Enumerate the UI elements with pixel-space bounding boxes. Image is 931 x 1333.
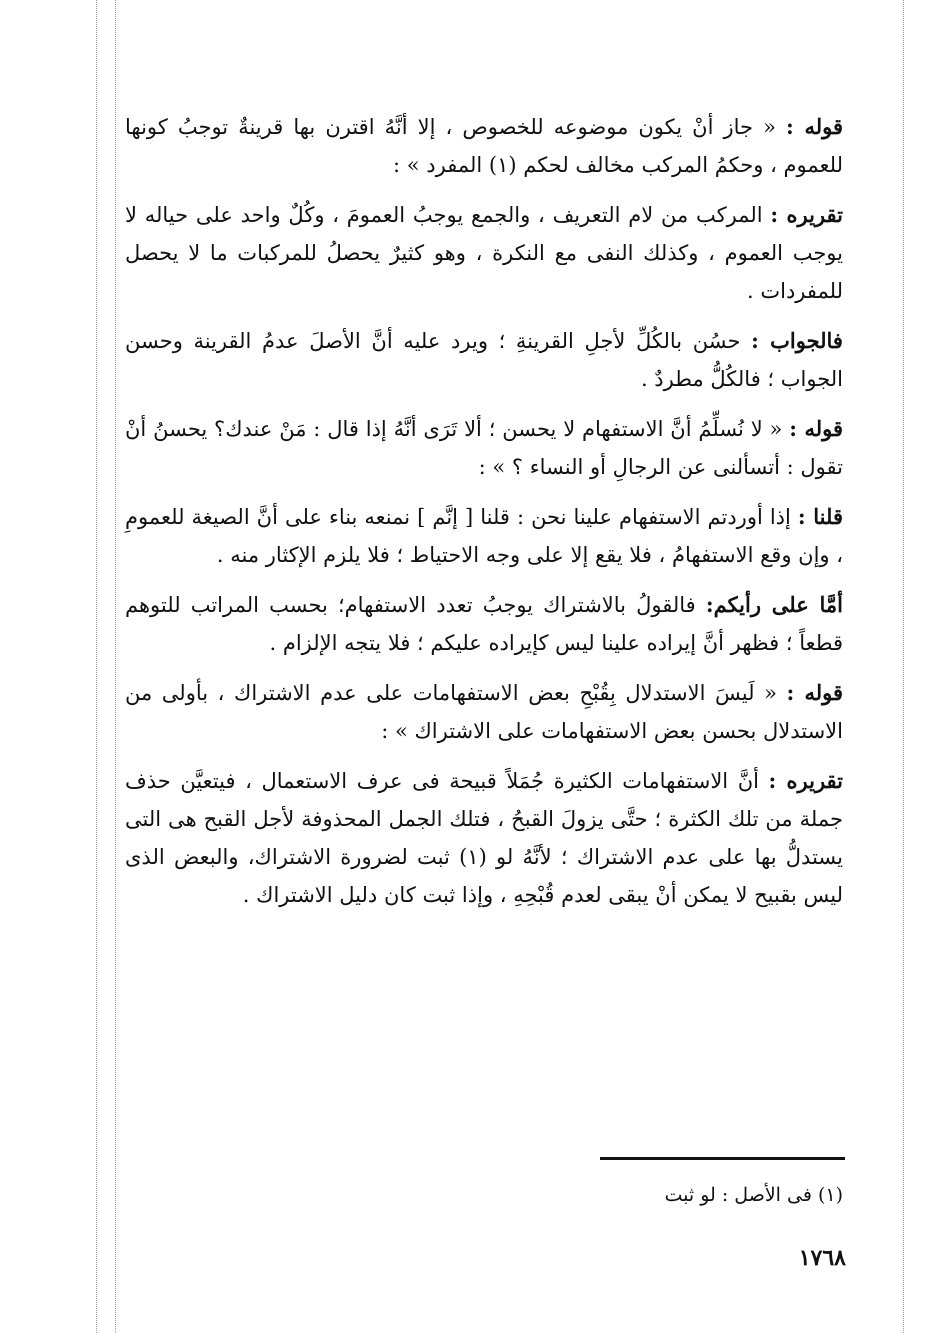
paragraph-lead: تقريره : — [768, 768, 843, 793]
page-body — [125, 108, 843, 926]
paragraph — [125, 674, 843, 750]
paragraph — [125, 196, 843, 310]
page-number: ١٧٦٨ — [798, 1245, 846, 1271]
page-margin-line — [96, 0, 97, 1333]
paragraph-text: فالقولُ بالاشتراك يوجبُ تعدد الاستفهام؛ بحسب المراتب للتوهم قطعاً ؛ فظهر أنَّ إيراده علينا ليس كإيراده عليكم ؛ فلا يتجه الإلزام . — [125, 593, 843, 655]
paragraph — [125, 762, 843, 914]
paragraph-text: « جاز أنْ يكون موضوعه للخصوص ، إلا أنَّهُ اقترن بها قرينةٌ توجبُ كونها للعموم ، وحكمُ المركب مخالف لحكم (١) المفرد » : — [125, 115, 843, 177]
paragraph — [125, 498, 843, 574]
paragraph — [125, 410, 843, 486]
paragraph-text: حسُن بالكُلِّ لأجلِ القرينةِ ؛ ويرد عليه أنَّ الأصلَ عدمُ القرينة وحسن الجواب ؛ فالكُلُّ مطردٌ . — [125, 329, 843, 391]
paragraph — [125, 322, 843, 398]
paragraph-lead: فالجواب : — [751, 328, 843, 353]
paragraph-text: المركب من لام التعريف ، والجمع يوجبُ العمومَ ، وكُلٌ واحد على حياله لا يوجب العموم ، وكذلك النفى مع النكرة ، وهو كثيرٌ يحصلُ للمركبات ما لا يحصل للمفردات . — [125, 203, 843, 303]
paragraph-lead: قوله : — [786, 114, 843, 139]
paragraph-lead: قلنا : — [797, 504, 843, 529]
paragraph-lead: تقريره : — [770, 202, 843, 227]
paragraph-text: « لَيسَ الاستدلال بِقُبْحِ بعض الاستفهامات على عدم الاشتراك ، بأولى من الاستدلال بحسن بعض الاستفهامات على الاشتراك » : — [125, 681, 843, 743]
paragraph-text: أنَّ الاستفهامات الكثيرة جُمَلاً قبيحة فى عرف الاستعمال ، فيتعيَّن حذف جملة من تلك الكثرة ؛ حتَّى يزولَ القبحُ ، فتلك الجمل المحذوفة لأجل القبح هى التى يستدلُّ بها على عدم الاشتراك ؛ لأنَّهُ لو (١) ثبت لضرورة الاشتراك، والبعض الذى ليس بقبيح لا يمكن أنْ يبقى لعدم قُبْحِهِ ، وإذا ثبت كان دليل الاشتراك . — [125, 769, 843, 907]
page-margin-line — [903, 0, 904, 1333]
paragraph-text: إذا أوردتم الاستفهام علينا نحن : قلنا [ إنَّم ] نمنعه بناء على أنَّ الصيغة للعمومِ ، وإن وقع الاستفهامُ ، فلا يقع إلا على وجه الاحتياط ؛ فلا يلزم الإكثار منه . — [125, 505, 843, 567]
page-margin-line — [115, 0, 116, 1333]
footnote: (١) فى الأصل : لو ثبت — [664, 1184, 843, 1206]
paragraph-lead: قوله : — [789, 416, 844, 441]
paragraph-lead: قوله : — [786, 680, 844, 705]
paragraph-lead: أمَّا على رأيكم: — [705, 592, 843, 617]
footnote-divider — [600, 1157, 845, 1160]
paragraph-text: « لا نُسلِّمُ أنَّ الاستفهام لا يحسن ؛ ألا تَرَى أنَّهُ إذا قال : مَنْ عندك؟ يحسنُ أنْ تقول : أتسألنى عن الرجالِ أو النساء ؟ » : — [125, 417, 843, 479]
paragraph — [125, 108, 843, 184]
paragraph — [125, 586, 843, 662]
